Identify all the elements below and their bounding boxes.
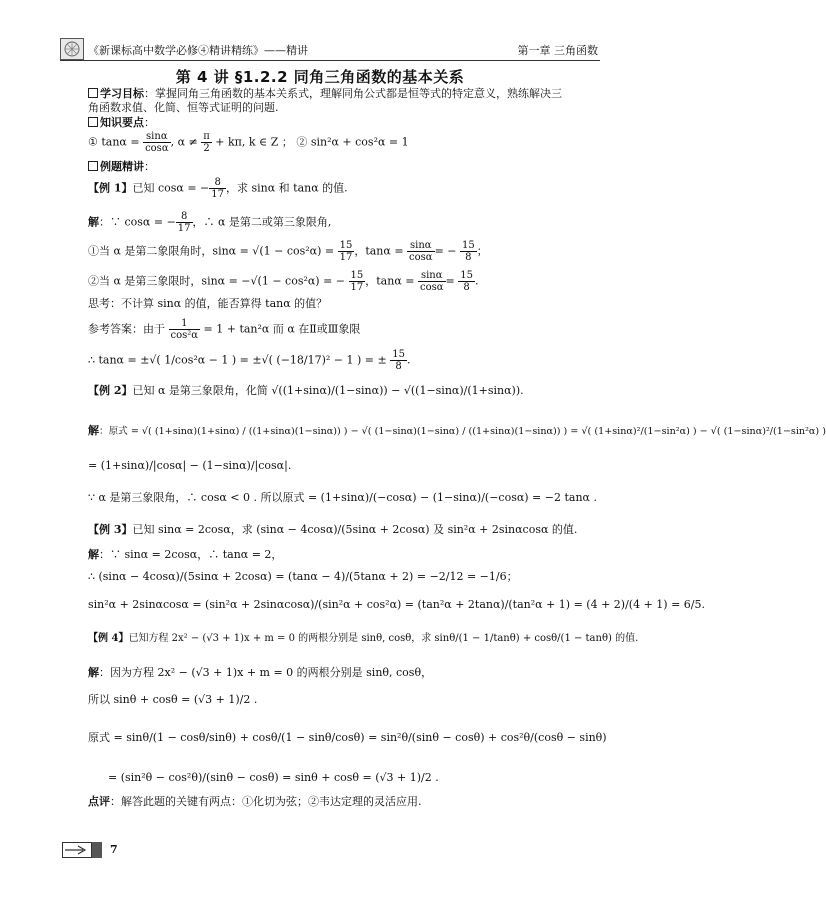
examples-header: 例题精讲： xyxy=(88,160,155,174)
checkbox-icon xyxy=(88,161,98,171)
knowledge-header: 知识要点： xyxy=(88,116,155,130)
knowledge-formulas: ① tanα = $\frac{\sin\alpha}{\cos\alpha}$ , α ≠ $\frac{\pi}{2}$ + kπ, k ∈ Z ； ② sin²α + cos²α = 1 xyxy=(88,131,409,154)
example-2-solution-1: 解：原式 = √( (1+sinα)(1+sinα) / ((1+sinα)(1−sinα)) ) − √( (1−sinα)(1−sinα) / ((1+sinα)(1−sinα)) ) = √( (1+sinα)²/(1−sin²α) ) − √( (1−sinα)²/(1−sin²α) ) xyxy=(88,424,826,437)
header-chapter: 第一章 三角函数 xyxy=(517,44,598,57)
example-4-solution-1: 解：因为方程 2x² − (√3 + 1)x + m = 0 的两根分别是 sinθ, cosθ， xyxy=(88,666,433,679)
examples-label: 例题精讲 xyxy=(100,160,144,173)
example-4-solution-3: 原式 = sinθ/(1 − cosθ/sinθ) + cosθ/(1 − sinθ/cosθ) = sin²θ/(sinθ − cosθ) + cos²θ/(cosθ − sinθ) xyxy=(88,731,607,744)
example-3-solution-1: 解：∵ sinα = 2cosα，∴ tanα = 2， xyxy=(88,548,283,561)
book-logo-icon xyxy=(60,38,84,60)
header-book-title: 《新课标高中数学必修④精讲精练》——精讲 xyxy=(88,44,308,57)
example-3-solution-2: ∴ (sinα − 4cosα)/(5sinα + 2cosα) = (tanα − 4)/(5tanα + 2) = −2/12 = −1/6； xyxy=(88,570,518,583)
example-2-solution-3: ∵ α 是第三象限角，∴ cosα < 0 . 所以原式 = (1+sinα)/(−cosα) − (1−sinα)/(−cosα) = −2 tanα . xyxy=(88,491,597,504)
example-2-question: 【例 2】已知 α 是第三象限角，化简 √((1+sinα)/(1−sinα)) − √((1−sinα)/(1+sinα)). xyxy=(88,384,524,397)
arrow-icon xyxy=(62,842,92,858)
goals-text: ：掌握同角三角函数的基本关系式，理解同角公式都是恒等式的特定意义，熟练解决三 xyxy=(144,87,562,100)
formula-fraction: $\frac{\sin\alpha}{\cos\alpha}$ xyxy=(145,131,169,154)
formula-fraction: $\frac{\pi}{2}$ xyxy=(203,131,210,154)
formula-fraction: $\frac{8}{17}$ xyxy=(211,177,224,200)
example-1-case-1: ①当 α 是第二象限角时，sinα = √(1 − cos²α) = $\frac{15}{17}$ ，tanα = $\frac{\sin\alpha}{\cos\alpha}$ = − $\frac{15}{8}$ ； xyxy=(88,240,488,263)
learning-goals-cont: 角函数求值、化简、恒等式证明的问题. xyxy=(88,101,279,114)
example-1-solution: 解：∵ cosα = − $\frac{8}{17}$ ，∴ α 是第二或第三象限角, xyxy=(88,211,332,234)
example-2-solution-2: = (1+sinα)/|cosα| − (1−sinα)/|cosα|. xyxy=(88,459,292,472)
example-3-solution-3: sin²α + 2sinαcosα = (sin²α + 2sinαcosα)/(sin²α + cos²α) = (tan²α + 2tanα)/(tan²α + 1) = (4 + 2)/(4 + 1) = 6/5. xyxy=(88,598,705,611)
formula-pythagorean: ② sin²α + cos²α = 1 xyxy=(296,135,409,149)
example-1-reference: 参考答案：由于 $\frac{1}{\text{cos²α}}$ = 1 + tan²α 而 α 在Ⅱ或Ⅲ象限 xyxy=(88,318,361,341)
example-4-question: 【例 4】已知方程 2x² − (√3 + 1)x + m = 0 的两根分别是 sinθ, cosθ，求 sinθ/(1 − 1/tanθ) + cosθ/(1 − tanθ) 的值. xyxy=(88,633,639,644)
example-4-solution-4: = (sin²θ − cos²θ)/(sinθ − cosθ) = sinθ + cosθ = (√3 + 1)/2 . xyxy=(108,771,439,784)
example-1-answer: ∴ tanα = ±√( 1/cos²α − 1 ) = ±√( (−18/17)² − 1 ) = ± $\frac{15}{8}$ . xyxy=(88,349,411,372)
lesson-title: 第 4 讲 §1.2.2 同角三角函数的基本关系 xyxy=(175,68,465,86)
goals-label: 学习目标 xyxy=(100,87,144,100)
example-3-question: 【例 3】已知 sinα = 2cosα，求 (sinα − 4cosα)/(5sinα + 2cosα) 及 sin²α + 2sinαcosα 的值. xyxy=(88,523,578,536)
formula-fraction: $\frac{8}{17}$ xyxy=(177,211,191,234)
page-header xyxy=(60,38,600,61)
example-4-solution-2: 所以 sinθ + cosθ = (√3 + 1)/2 . xyxy=(88,693,258,706)
footer-bar xyxy=(92,842,102,858)
knowledge-label: 知识要点 xyxy=(100,116,144,129)
formula-tan-label: ① tanα = xyxy=(88,135,140,149)
example-4-comment: 点评：解答此题的关键有两点：①化切为弦；②韦达定理的灵活应用. xyxy=(88,795,422,808)
page-number: 7 xyxy=(110,843,118,856)
checkbox-icon xyxy=(88,117,98,127)
example-1-think: 思考：不计算 sinα 的值，能否算得 tanα 的值？ xyxy=(88,297,328,310)
checkbox-icon xyxy=(88,88,98,98)
example-1-case-2: ②当 α 是第三象限时，sinα = −√(1 − cos²α) = − $\frac{15}{17}$ ，tanα = $\frac{\sin\alpha}{\cos\alpha}$ = $\frac{15}{8}$ . xyxy=(88,270,479,293)
example-1-question: 【例 1】已知 cosα = − $\frac{8}{17}$ ，求 sinα 和 tanα 的值. xyxy=(88,177,348,200)
learning-goals xyxy=(88,87,562,101)
